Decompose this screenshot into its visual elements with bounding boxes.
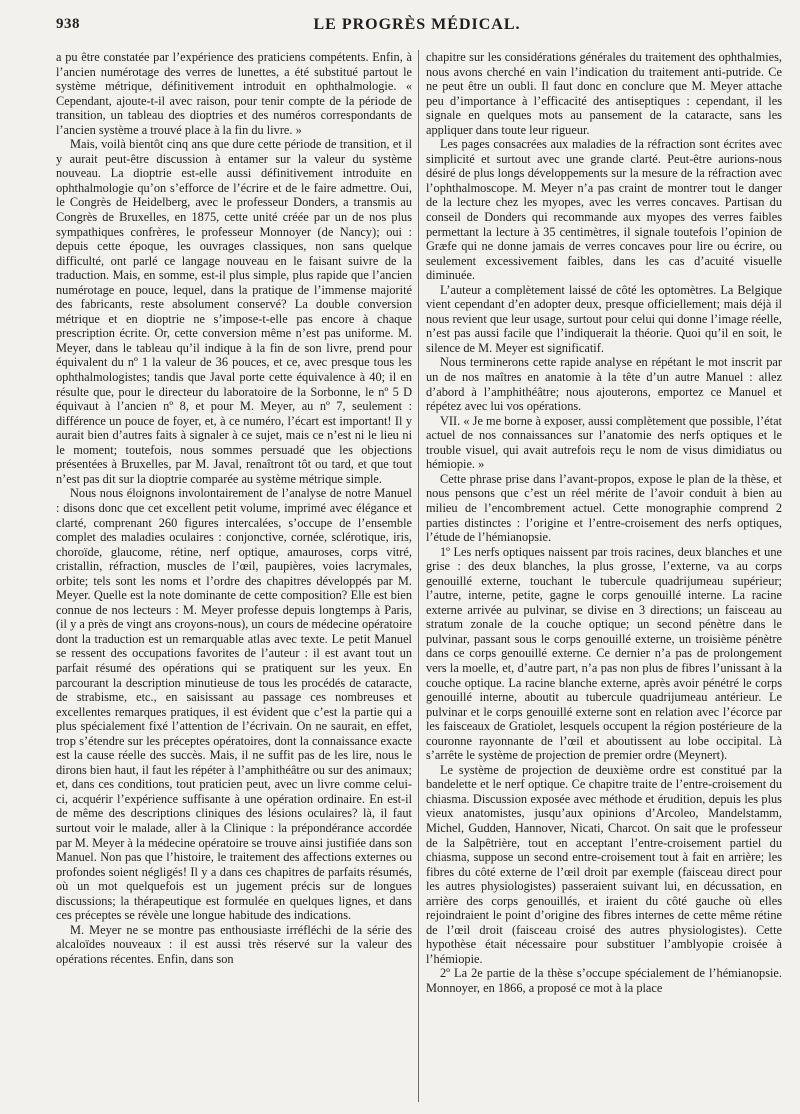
paragraph: Nous nous éloignons involontairement de l’analyse de notre Manuel : disons donc que cet excellent petit volume, imprimé avec élégance et clarté, comprenant 260 figures intercalées, s’occupe de l’ensemble complet des maladies oculaires : conjonctive, cornée, sclérotique, iris, choroïde, glaucome, rétine, nerf optique, amauroses, corps vitré, cristallin, réfraction, muscles de l’œil, paupières, voies lacrymales, orbite; tels sont les noms et l’ordre des chapitres développés par M. Meyer. Quelle est la note dominante de cette composition? Elle est bien connue de nos lecteurs : M. Meyer professe depuis longtemps à Paris, (il y a près de vingt ans croyons-nous), un cours de médecine opératoire dont la traduction est un remarquable atlas avec texte. Le petit Manuel se ressent des occupations favorites de l’auteur : il est avant tout un parfait résumé des opérations qui se pratiquent sur les yeux. En parcourant la description minutieuse de tous les procédés de cataracte, de strabisme, etc., en saisissant au passage ces nombreuses et excellentes remarques pratiques, il est évident que c’est la partie qui a plus spécialement fixé l’attention de l’écrivain. On ne saurait, en effet, trop s’étendre sur les préceptes opératoires, dont la connaissance exacte est la cause réelle des succès. Mais, il ne suffit pas de les lire, nous le dirons bien haut, il faut les répéter à l’amphithéâtre ou sur des animaux; et, dans ces conditions, tout praticien peut, avec un livre comme celui-ci, acquérir l’expérience suffisante à une opération ordinaire. En est-il de même des descriptions cliniques des lésions oculaires? là, il faut surtout voir le malade, aller à la Clinique : la prépondérance accordée par M. Meyer à la médecine opératoire se trouve ainsi justifiée dans son Manuel. Non pas que l’histoire, le traitement des affections externes ou profondes soient négligés! Il y a dans ces chapitres de parfaits résumés, où un mot quelquefois est un jugement précis sur de longues discussions; la thérapeutique est formulée en quelques lignes, et dans ces préceptes se révèle une longue habitude des indications. — [56, 486, 412, 923]
paragraph: Mais, voilà bientôt cinq ans que dure cette période de transition, et il y aurait peut-être discussion à entamer sur la valeur du système nouveau. La dioptrie est-elle aussi définitivement introduite en ophthalmologie qu’on s’efforce de l’écrire et de le faire admettre. Oui, le Congrès de Heidelberg, avec le professeur Donders, a transmis au Congrès de Bruxelles, en 1875, cette unité créée par un de nos plus sympathiques confrères, le professeur Monnoyer (de Nancy); oui : depuis cette époque, les ouvrages classiques, non sans quelque difficulté, ont parlé ce langage nouveau en le faisant suivre de la traduction. Mais, en somme, est-il plus simple, plus rapide que l’ancien numérotage en pouce, lequel, dans la pratique de l’immense majorité des fabricants, reste absolument conservé? La double conversion métrique et en dioptrie ne s’impose-t-elle pas encore à chaque prescription écrite. Or, cette conversion même n’est pas uniforme. M. Meyer, dans le tableau qu’il indique à la fin de son livre, prend pour équivalent du nº 1 la valeur de 36 pouces, et ce, avec presque tous les ophthalmologistes; tandis que Javal porte cette équivalence à 40; il en résulte que, pour le directeur du laboratoire de la Sorbonne, le nº 5 D équivaut à l’ancien nº 8, et pour M. Meyer, au nº 7, seulement : différence un pouce de foyer, et, à ce numéro, l’écart est important! Il y aurait bien d’autres faits à signaler à ce sujet, mais ce n’est ni le lieu ni le moment; toutefois, nous sommes persuadé que les objections présentées à Bruxelles, par M. Javal, renaîtront tôt ou tard, et que tout n’est pas dit sur la dioptrie comparée au système métrique simple. — [56, 137, 412, 486]
paragraph: Le système de projection de deuxième ordre est constitué par la bandelette et le nerf optique. Ce chapitre traite de l’entre-croisement du chiasma. Discussion exposée avec méthode et érudition, depuis les plus vieux anatomistes, jusqu’aux opinions d’Arcoleo, Mandelstamm, Michel, Gudden, Hannover, Nicati, Charcot. On sait que le professeur de la Salpêtrière, tout en acceptant l’entre-croisement partiel du chiasma, suppose un second entre-croisement tout à fait en arrière; les fibres du côté externe de l’œil droit par exemple (faisceau direct pour les autres physiologistes) passeraient suivant lui, en décussation, en arrière des corps genouillés, et iraient du côté gauche où elles rejoindraient le point d’origine des fibres internes de cette même rétine de l’œil droit (faisceau croisé des autres physiologistes). Cette hypothèse était nécessaire pour substituer l’amblyopie croisée à l’hémiopie. — [426, 762, 782, 966]
journal-title: LE PROGRÈS MÉDICAL. — [313, 16, 521, 33]
paragraph: 1º Les nerfs optiques naissent par trois racines, deux blanches et une grise : des deux blanches, la plus grosse, l’externe, va au corps genouillé externe, touchant le tubercule quadrijumeau supérieur; l’autre, interne, petite, gagne le corps genouillé interne. La racine externe arrivée au pulvinar, se divise en 3 directions; un faisceau au stratum zonale de la couche optique; un second pénètre dans le pulvinar, passant sous le corps genouillé externe, un troisième pénètre dans ce corps genouillé externe. Ce dernier n’a pas de prolongement vers la moelle, et, d’autre part, n’a pas non plus de fibres l’unissant à la couche optique. La racine blanche externe, après avoir pénétré le corps genouillé interne, aboutit au tubercule quadrijumeau antérieur. Le pulvinar et le corps genouillé externe sont en relation avec l’écorce par les faisceaux de Gratiolet, lesquels occupent la région postérieure de la couronne rayonnante de l’œil et aboutissent au lobe occipital. Là s’arrête le système de projection de premier ordre (Meynert). — [426, 544, 782, 763]
paragraph: M. Meyer ne se montre pas enthousiaste irréfléchi de la série des alcaloïdes nouveaux : il est aussi très réservé sur la valeur des opérations récentes. Enfin, dans son — [56, 922, 412, 966]
paragraph: Les pages consacrées aux maladies de la réfraction sont écrites avec simplicité et surtout avec une grande clarté. Peut-être aurions-nous désiré de plus longs développements sur la mesure de la réfraction avec l’ophthalmoscope. M. Meyer n’a pas craint de montrer tout le danger de la lecture chez les myopes, avec les verres concaves. Partisan du conseil de Donders qui recommande aux myopes des verres faibles permettant la lecture à 35 centimètres, il signale toutefois l’opinion de Græfe qui ne donne jamais de verres concaves pour lire ou écrire, ou seulement excessivement faibles, dans les cas d’acuité visuelle diminuée. — [426, 137, 782, 283]
column-divider — [418, 50, 419, 1102]
paragraph: chapitre sur les considérations générales du traitement des ophthalmies, nous avons cherché en vain l’indication du traitement anti-putride. Ce ne peut être un oubli. Il faut donc en conclure que M. Meyer attache peu d’importance à l’efficacité des antiseptiques : cependant, il les signale en quelques mots au pansement de la cataracte, sans les appliquer dans toute leur rigueur. — [426, 50, 782, 137]
paragraph: L’auteur a complètement laissé de côté les optomètres. La Belgique vient cependant d’en adopter deux, presque officiellement; mais déjà il nous revient que leur usage, surtout pour celui qui donne l’image réelle, n’est pas aussi facile que l’indiquerait la théorie. Quoi qu’il en soit, le silence de M. Meyer est significatif. — [426, 282, 782, 355]
page-number: 938 — [56, 16, 80, 32]
paragraph: Nous terminerons cette rapide analyse en répétant le mot inscrit par un de nos maîtres en anatomie à la tête d’un autre Manuel : allez d’abord à l’amphithéâtre; nous ajouterons, emportez ce Manuel et répétez avec lui vos opérations. — [426, 355, 782, 414]
paragraph: VII. « Je me borne à exposer, aussi complètement que possible, l’état actuel de nos connaissances sur l’anatomie des nerfs optiques et le trouble visuel, qui avait autrefois reçu le nom de visus dimidiatus ou hémiopie. » — [426, 413, 782, 472]
left-column — [56, 50, 412, 1100]
right-column — [426, 50, 782, 1100]
paragraph: a pu être constatée par l’expérience des praticiens compétents. Enfin, à l’ancien numérotage des verres de lunettes, a été substitué partout le système métrique, définitivement introduit en ophthalmologie. « Cependant, ajoute-t-il avec raison, pour tenir compte de la période de transition, un tableau des dioptries et des numéros correspondants de l’ancien système a trouvé place à la fin du livre. » — [56, 50, 412, 137]
paragraph: Cette phrase prise dans l’avant-propos, expose le plan de la thèse, et nous pensons que c’est un réel mérite de l’avoir conduit à bien au milieu de l’encombrement actuel. Cette monographie comprend 2 parties distinctes : l’origine et l’entre-croisement des nerfs optiques, l’étude de l’hémianopsie. — [426, 471, 782, 545]
paragraph: 2º La 2e partie de la thèse s’occupe spécialement de l’hémianopsie. Monnoyer, en 1866, a proposé ce mot à la place — [426, 966, 782, 995]
page-header — [56, 14, 778, 36]
